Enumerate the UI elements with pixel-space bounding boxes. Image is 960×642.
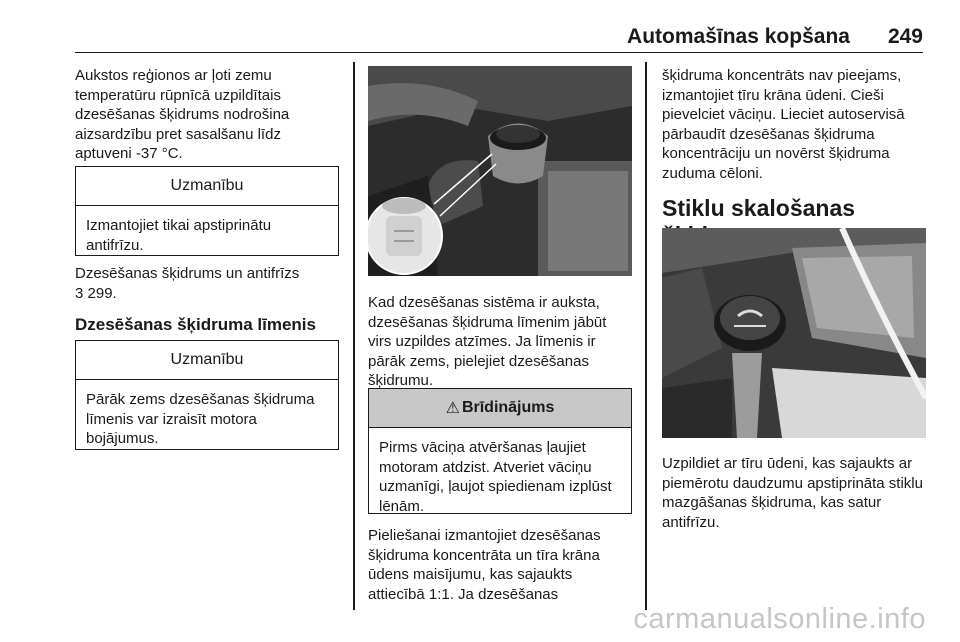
crossref-text: Dzesēšanas šķidrums un antifrīzs	[75, 265, 300, 282]
watermark: carmanualsonline.info	[633, 603, 926, 635]
engine-bay-illustration	[368, 66, 632, 276]
crossref-paragraph	[75, 264, 337, 303]
warning-title: Brīdinājums	[461, 399, 555, 416]
warning-triangle-icon: ⚠	[445, 400, 460, 417]
washer-fluid-photo	[662, 228, 926, 438]
column-divider-1	[353, 62, 355, 610]
caution-title: Uzmanību	[76, 341, 338, 380]
concentrate-paragraph: šķidruma koncentrāts nav pieejams, izmantojiet tīru krāna ūdeni. Cieši pievelciet vāciņu. Lieciet autoservisā pārbaudīt dzesēšanas šķidruma koncentrāciju un novērst šķidruma zuduma cēloni.	[662, 67, 905, 182]
crossref-page-link[interactable]: 3 299.	[75, 284, 117, 302]
page-header	[75, 26, 923, 53]
section-title: Automašīnas kopšana	[627, 25, 850, 48]
washer-fluid-paragraph: Uzpildiet ar tīru ūdeni, kas sajaukts ar piemērotu daudzumu apstiprināta stiklu mazgāšanas šķidruma, kas satur antifrīzu.	[662, 455, 923, 531]
caution-body: Izmantojiet tikai apstiprinātu antifrīzu.	[86, 217, 272, 254]
coolant-reservoir-photo	[368, 66, 632, 276]
warning-header	[369, 389, 631, 428]
mixture-paragraph: Pieliešanai izmantojiet dzesēšanas šķidruma koncentrāta un tīra krāna ūdens maisījumu, kas sajaukts attiecībā 1:1. Ja dzesēšanas	[368, 527, 601, 603]
coolant-level-heading: Dzesēšanas šķidruma līmenis	[75, 315, 316, 334]
warning-box	[368, 388, 632, 514]
intro-paragraph: Aukstos reģionos ar ļoti zemu temperatūru rūpnīcā uzpildītais dzesēšanas šķidrums nodrošina aizsardzību pret sasalšanu līdz aptuveni -37 °C.	[75, 67, 290, 162]
column-divider-2	[645, 62, 647, 610]
washer-reservoir-illustration	[662, 228, 926, 438]
caution-box-1	[75, 166, 339, 256]
coolant-level-paragraph: Kad dzesēšanas sistēma ir auksta, dzesēšanas šķidruma līmenim jābūt virs uzpildes atzīmes. Ja līmenis ir pārāk zems, pielejiet dzesēšanas šķidrumu.	[368, 294, 607, 389]
page-number: 249	[887, 25, 923, 48]
caution-box-2	[75, 340, 339, 450]
warning-body: Pirms vāciņa atvēršanas ļaujiet motoram atdzist. Atveriet vāciņu uzmanīgi, ļaujot spiedienam izplūst lēnām.	[379, 439, 612, 515]
caution-title: Uzmanību	[76, 167, 338, 206]
washer-fluid-heading: Stiklu skalošanas	[662, 195, 856, 221]
caution-body: Pārāk zems dzesēšanas šķidruma līmenis var izraisīt motora bojājumus.	[86, 391, 315, 447]
